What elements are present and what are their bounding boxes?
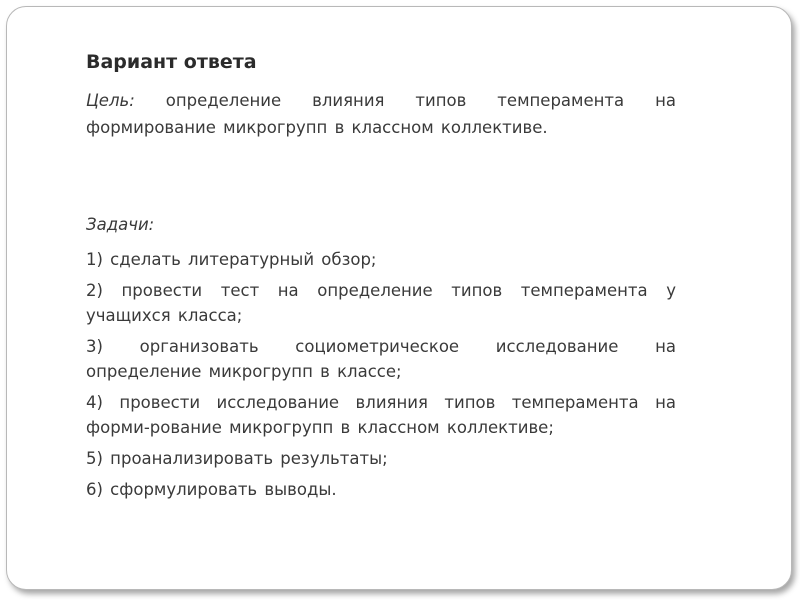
- task-item-3: 3) организовать социометрическое исследование на определение микрогрупп в классе;: [86, 337, 676, 381]
- tasks-list: [86, 247, 676, 508]
- slide-frame: [6, 6, 792, 590]
- task-item-6: 6) сформулировать выводы.: [86, 480, 337, 499]
- goal-paragraph: [86, 87, 676, 141]
- goal-text: определение влияния типов темперамента на формирование микрогрупп в классном коллективе.: [86, 91, 676, 137]
- slide-title: Вариант ответа: [86, 51, 257, 73]
- task-item-5: 5) проанализировать результаты;: [86, 449, 388, 468]
- task-item-1: 1) сделать литературный обзор;: [86, 250, 377, 269]
- task-item-2: 2) провести тест на определение типов темперамента у учащихся класса;: [86, 281, 676, 325]
- goal-label: Цель:: [86, 91, 135, 110]
- task-item-4: 4) провести исследование влияния типов темперамента на форми-рование микрогрупп в классном коллективе;: [86, 393, 676, 437]
- tasks-label: Задачи:: [86, 215, 155, 234]
